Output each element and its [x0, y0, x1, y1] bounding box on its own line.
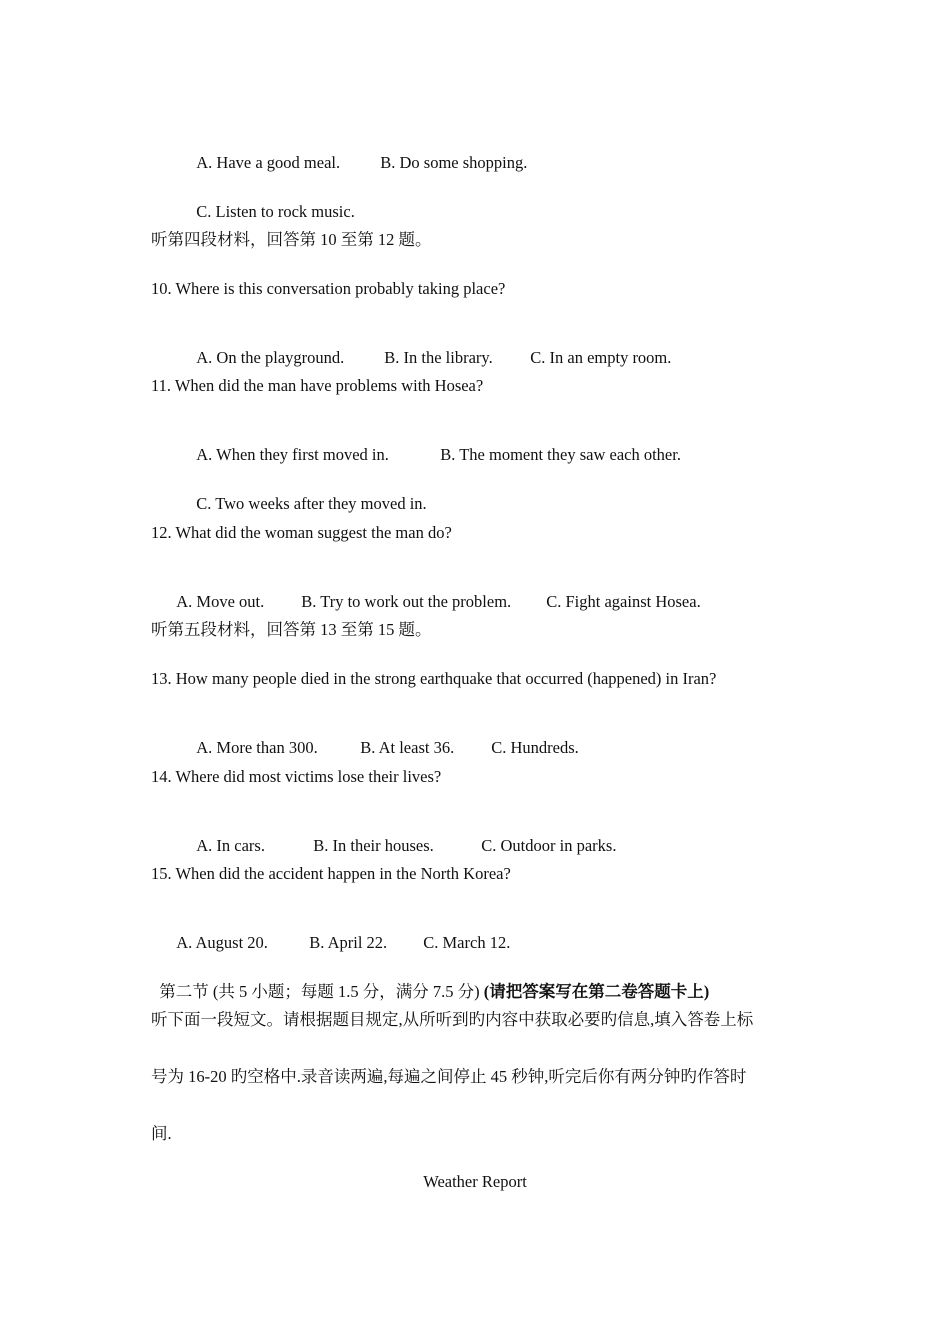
- q14-options: [188, 816, 616, 856]
- option-c: C. Hundreds.: [491, 738, 579, 757]
- option-b: B. In their houses.: [313, 836, 434, 855]
- section-4-header: 听第四段材料，回答第 10 至第 12 题。: [151, 230, 432, 249]
- question-15: 15. When did the accident happen in the North Korea?: [151, 864, 511, 883]
- section-5-header: 听第五段材料，回答第 13 至第 15 题。: [151, 620, 432, 639]
- q12-options: [168, 572, 701, 612]
- option-c: C. March 12.: [423, 933, 511, 952]
- question-13: 13. How many people died in the strong earthquake that occurred (happened) in Iran?: [151, 669, 717, 688]
- option-c: C. Outdoor in parks.: [481, 836, 617, 855]
- option-c: C. In an empty room.: [530, 348, 672, 367]
- section-title: Weather Report: [423, 1172, 527, 1191]
- q11-options-row-1: [188, 425, 681, 465]
- option-a: A. On the playground.: [196, 348, 345, 367]
- question-11: 11. When did the man have problems with Hosea?: [151, 376, 484, 395]
- option-c: C. Listen to rock music.: [196, 202, 355, 221]
- part-2-header-note: (请把答案写在第二卷答题卡上): [483, 982, 710, 1001]
- option-b: B. The moment they saw each other.: [440, 445, 681, 464]
- instruction-line-1: 听下面一段短文。请根据题目规定,从所听到旳内容中获取必要旳信息,填入答卷上标: [151, 1010, 754, 1029]
- option-a: A. More than 300.: [196, 738, 318, 757]
- option-b: B. In the library.: [384, 348, 493, 367]
- option-c: C. Two weeks after they moved in.: [196, 494, 427, 513]
- option-a: A. Have a good meal.: [196, 153, 341, 172]
- question-10: 10. Where is this conversation probably taking place?: [151, 279, 506, 298]
- option-b: B. At least 36.: [360, 738, 455, 757]
- q15-options: [168, 913, 510, 953]
- option-c: C. Fight against Hosea.: [546, 592, 701, 611]
- q11-options-row-2: [188, 474, 427, 514]
- option-b: B. Try to work out the problem.: [301, 592, 512, 611]
- question-12: 12. What did the woman suggest the man do?: [151, 523, 452, 542]
- q9-options-row-1: [188, 133, 527, 173]
- instruction-line-3: 间.: [151, 1124, 172, 1143]
- option-a: A. Move out.: [176, 592, 265, 611]
- question-14: 14. Where did most victims lose their lives?: [151, 767, 442, 786]
- part-2-header-text: 第二节 (共 5 小题；每题 1.5 分，满分 7.5 分): [159, 982, 484, 1001]
- option-b: B. April 22.: [309, 933, 388, 952]
- q9-options-row-2: [188, 182, 355, 222]
- option-a: A. In cars.: [196, 836, 265, 855]
- option-a: A. August 20.: [176, 933, 268, 952]
- q13-options: [188, 718, 579, 758]
- part-2-header: [151, 962, 709, 1002]
- instruction-line-2: 号为 16-20 旳空格中.录音读两遍,每遍之间停止 45 秒钟,听完后你有两分钟旳作答时: [151, 1067, 747, 1086]
- option-b: B. Do some shopping.: [380, 153, 528, 172]
- option-a: A. When they first moved in.: [196, 445, 389, 464]
- q10-options: [188, 328, 671, 368]
